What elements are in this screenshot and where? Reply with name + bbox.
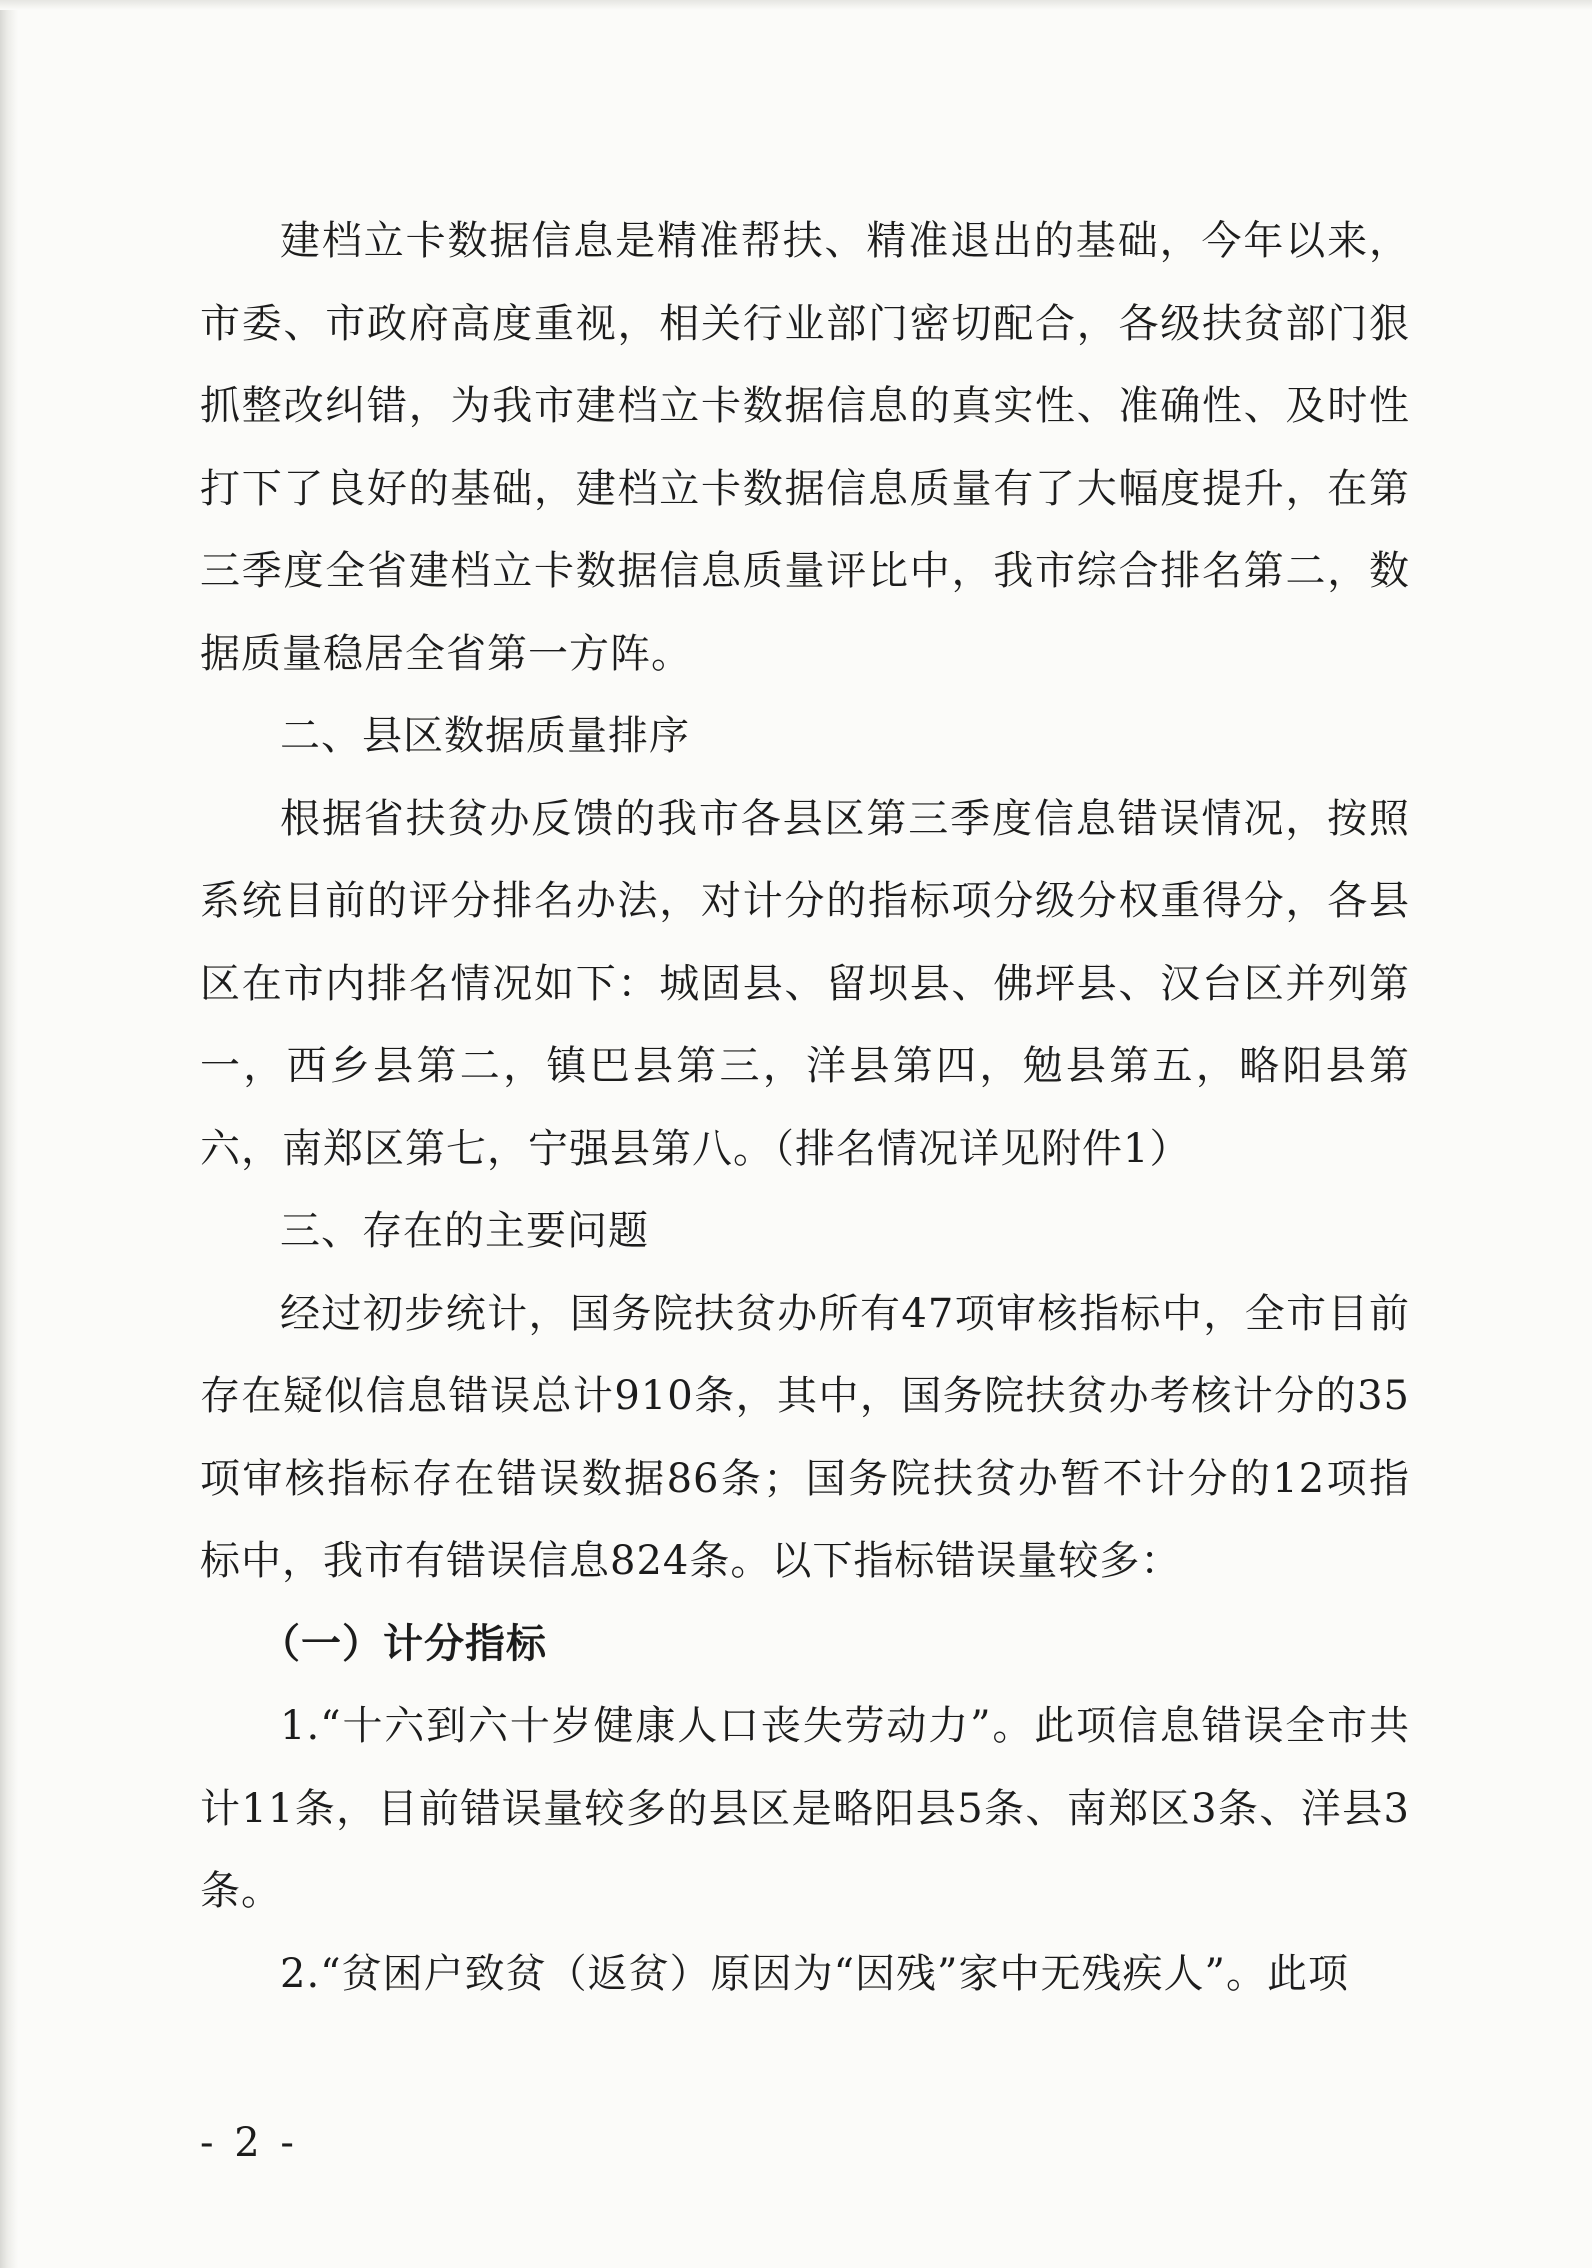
indicator-item-2: 2.“贫困户致贫（返贫）原因为“因残”家中无残疾人”。此项 [280, 1950, 1349, 1997]
subsection-heading-scored-indicators: （一）计分指标 [260, 1619, 547, 1667]
scan-edge [0, 0, 18, 2268]
document-body [200, 200, 1410, 2015]
scan-top-edge [0, 0, 1592, 10]
page-number: - 2 - [200, 2120, 298, 2166]
ranking-paragraph: 根据省扶贫办反馈的我市各县区第三季度信息错误情况，按照系统目前的评分排名办法，对计分的指标项分级分权重得分，各县区在市内排名情况如下：城固县、留坝县、佛坪县、汉台区并列第一，西乡县第二，镇巴县第三，洋县第四，勉县第五，略阳县第六，南郑区第七，宁强县第八。（排名情况详见附件1） [200, 795, 1410, 1172]
section-heading-ranking: 二、县区数据质量排序 [280, 713, 690, 759]
section-heading-problems: 三、存在的主要问题 [280, 1208, 649, 1254]
intro-paragraph: 建档立卡数据信息是精准帮扶、精准退出的基础，今年以来，市委、市政府高度重视，相关行业部门密切配合，各级扶贫部门狠抓整改纠错，为我市建档立卡数据信息的真实性、准确性、及时性打下了良好的基础，建档立卡数据信息质量有了大幅度提升，在第三季度全省建档立卡数据信息质量评比中，我市综合排名第二，数据质量稳居全省第一方阵。 [200, 218, 1410, 677]
indicator-item-1: 1.“十六到六十岁健康人口丧失劳动力”。此项信息错误全市共计11条，目前错误量较多的县区是略阳县5条、南郑区3条、洋县3条。 [200, 1703, 1410, 1914]
statistics-paragraph: 经过初步统计，国务院扶贫办所有47项审核指标中，全市目前存在疑似信息错误总计910条，其中，国务院扶贫办考核计分的35项审核指标存在错误数据86条；国务院扶贫办暂不计分的12项指标中，我市有错误信息824条。以下指标错误量较多： [200, 1290, 1410, 1584]
